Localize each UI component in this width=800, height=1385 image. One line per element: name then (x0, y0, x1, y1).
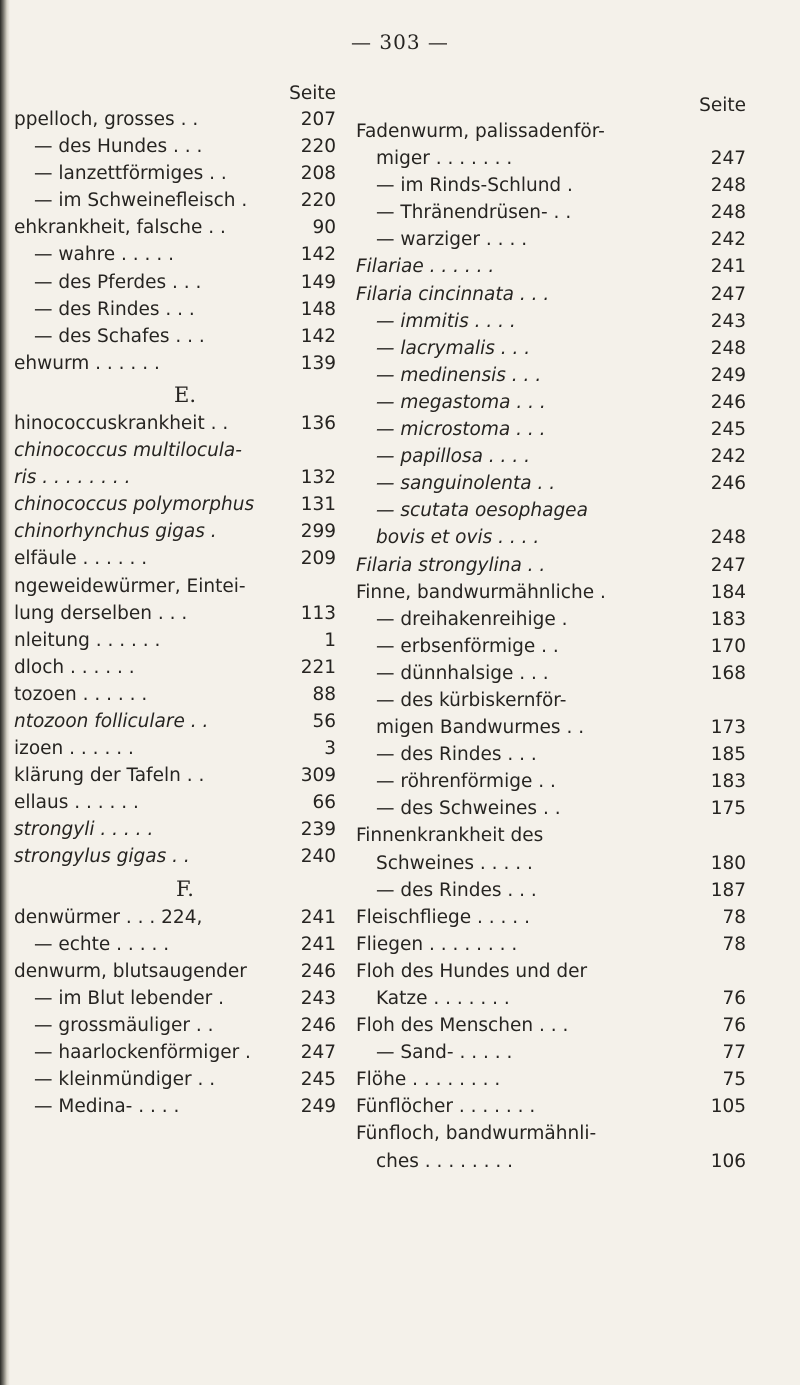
entry-page-number: 246 (297, 1012, 336, 1039)
index-column-left (14, 82, 336, 1120)
entry-page-number: 142 (297, 241, 336, 268)
index-entry (14, 410, 336, 437)
index-entry (356, 524, 746, 551)
index-entry (356, 795, 746, 822)
index-entry (356, 904, 746, 931)
entry-term: — megastoma . . . (376, 391, 546, 413)
index-entry (14, 600, 336, 627)
entry-term: hinococcuskrankheit . . (14, 412, 229, 434)
index-entry (356, 470, 746, 497)
entry-term: lung derselben . . . (14, 602, 188, 624)
index-entry (356, 958, 746, 985)
index-entry (356, 822, 746, 849)
entry-term: chinorhynchus gigas . (14, 521, 217, 543)
index-entry (14, 1093, 336, 1120)
entry-page-number: 76 (718, 1012, 746, 1039)
entry-page-number: 78 (718, 931, 746, 958)
index-entry (356, 497, 746, 524)
index-entry (356, 118, 746, 145)
entry-page-number: 209 (297, 545, 336, 572)
entry-term: Fünfloch, bandwurmähnli- (356, 1123, 597, 1145)
index-entry (356, 1093, 746, 1120)
section-letter: E. (173, 382, 196, 407)
index-entry (14, 985, 336, 1012)
entry-page-number: 149 (297, 269, 336, 296)
entry-page-number: 207 (297, 106, 336, 133)
entry-page-number: 248 (707, 524, 746, 551)
index-entry (14, 1066, 336, 1093)
index-entry (14, 160, 336, 187)
entry-page-number: 173 (707, 714, 746, 741)
entry-term: tozoen . . . . . . (14, 683, 148, 705)
index-entry (356, 931, 746, 958)
index-entry (14, 545, 336, 572)
entry-term: Fliegen . . . . . . . . (356, 933, 518, 955)
entry-page-number: 247 (707, 281, 746, 308)
entry-term: — haarlockenförmiger . (34, 1042, 251, 1063)
entry-term: ehkrankheit, falsche . . (14, 217, 226, 239)
index-entry (356, 877, 746, 904)
index-entry (356, 660, 746, 687)
entry-term: — des Rindes . . . (376, 879, 537, 901)
entry-page-number: 241 (297, 904, 336, 931)
entry-page-number: 221 (297, 654, 336, 681)
index-entry (356, 199, 746, 226)
index-entry (356, 1120, 746, 1147)
entry-term: — im Rinds-Schlund . (376, 175, 573, 197)
entry-term: — des kürbiskernför- (376, 689, 567, 711)
index-entry (356, 389, 746, 416)
index-entry (356, 145, 746, 172)
index-entry (14, 214, 336, 241)
entry-term: — sanguinolenta . . (376, 473, 556, 495)
entry-page-number: 106 (707, 1148, 746, 1175)
entry-term: Katze . . . . . . . (376, 988, 510, 1009)
entry-page-number: 299 (297, 518, 336, 545)
entry-term: Flöhe . . . . . . . . (356, 1069, 501, 1091)
page-number: — 303 — (351, 30, 449, 54)
entry-term: izoen . . . . . . (14, 738, 134, 760)
entry-term: bovis et ovis . . . . (376, 527, 540, 549)
entry-term: — dreihakenreihige . (376, 608, 568, 630)
entry-term: — Thränendrüsen- . . (376, 202, 572, 224)
entry-page-number: 113 (297, 600, 336, 627)
entry-term: Floh des Menschen . . . (356, 1015, 569, 1037)
entry-page-number: 3 (320, 735, 336, 762)
index-entry (14, 735, 336, 762)
entry-term: — Sand- . . . . . (376, 1042, 513, 1064)
entry-term: — des Rindes . . . (376, 744, 537, 766)
entry-page-number: 184 (707, 579, 746, 606)
index-column-right (356, 82, 746, 1175)
index-entry (356, 335, 746, 362)
entry-term: denwürmer . . . 224, (14, 906, 203, 928)
entry-page-number: 77 (718, 1039, 746, 1066)
entry-page-number: 168 (707, 660, 746, 687)
entry-term: strongylus gigas . . (14, 846, 190, 868)
index-entry (14, 133, 336, 160)
entry-term: — erbsenförmige . . (376, 635, 559, 657)
entry-term: — im Schweinefleisch . (34, 190, 248, 212)
index-entry (356, 633, 746, 660)
entry-term: Fünflöcher . . . . . . . (356, 1096, 536, 1118)
index-entry (14, 491, 336, 518)
entry-term: — kleinmündiger . . (34, 1069, 216, 1091)
entry-page-number: 208 (297, 160, 336, 187)
index-entry (14, 627, 336, 654)
entry-term: Filariae . . . . . . (356, 256, 495, 278)
entry-term: — Medina- . . . . (34, 1096, 180, 1118)
entry-term: nleitung . . . . . . (14, 629, 161, 651)
entry-term: Finne, bandwurmähnliche . (356, 581, 606, 603)
entry-page-number: 243 (297, 985, 336, 1012)
entry-term: klärung der Tafeln . . (14, 765, 205, 787)
index-entry (356, 606, 746, 633)
index-entry (14, 816, 336, 843)
entry-page-number: 132 (297, 464, 336, 491)
entry-page-number: 142 (297, 323, 336, 350)
entry-page-number: 56 (308, 708, 336, 735)
entry-term: ellaus . . . . . . (14, 792, 139, 814)
entry-term: chinococcus polymorphus (14, 494, 255, 516)
entry-term: — des Rindes . . . (34, 298, 195, 320)
index-entry (356, 687, 746, 714)
index-entry (14, 296, 336, 323)
entry-term: strongyli . . . . . (14, 819, 154, 841)
index-entry (14, 106, 336, 133)
index-entry (356, 985, 746, 1012)
entry-term: — grossmäuliger . . (34, 1014, 214, 1036)
entry-term: denwurm, blutsaugender (14, 960, 247, 982)
entry-page-number: 239 (297, 816, 336, 843)
index-entry (14, 241, 336, 268)
entry-page-number: 246 (707, 470, 746, 497)
index-entry (356, 443, 746, 470)
index-entry (14, 464, 336, 491)
entry-term: Filaria cincinnata . . . (356, 283, 550, 305)
entry-page-number: 170 (707, 633, 746, 660)
index-entry (14, 323, 336, 350)
entry-page-number: 247 (707, 145, 746, 172)
entry-page-number: 248 (707, 335, 746, 362)
entry-term: dloch . . . . . . (14, 656, 135, 678)
entry-page-number: 148 (297, 296, 336, 323)
entry-term: Filaria strongylina . . (356, 554, 546, 576)
entry-page-number: 183 (707, 768, 746, 795)
index-entry (14, 573, 336, 600)
entry-term: — microstoma . . . (376, 419, 546, 441)
entry-page-number: 246 (707, 389, 746, 416)
entry-page-number: 247 (297, 1039, 336, 1066)
entry-page-number: 243 (707, 308, 746, 335)
entry-term: — röhrenförmige . . (376, 771, 556, 793)
entry-term: — lacrymalis . . . (376, 337, 531, 359)
index-entry (14, 1012, 336, 1039)
index-entry (356, 714, 746, 741)
index-entry (356, 226, 746, 253)
entry-page-number: 139 (297, 350, 336, 377)
entry-term: — des Schafes . . . (34, 325, 205, 347)
entry-term: — des Hundes . . . (34, 136, 203, 158)
entry-term: — des Schweines . . (376, 798, 561, 820)
index-entry (14, 350, 336, 377)
entry-term: elfäule . . . . . . (14, 548, 148, 570)
entry-term: — immitis . . . . (376, 310, 516, 332)
entry-page-number: 175 (707, 795, 746, 822)
index-entry (14, 904, 336, 931)
entry-term: Floh des Hundes und der (356, 960, 588, 982)
entry-term: ntozoon folliculare . . (14, 710, 209, 732)
entry-page-number: 241 (297, 931, 336, 958)
entry-page-number: 90 (308, 214, 336, 241)
index-entry (14, 789, 336, 816)
entry-page-number: 220 (297, 133, 336, 160)
index-entry (356, 579, 746, 606)
entry-term: ehwurm . . . . . . (14, 352, 160, 374)
entry-page-number: 66 (308, 789, 336, 816)
entry-term: — warziger . . . . (376, 229, 528, 251)
index-entry (356, 850, 746, 877)
index-entry (14, 762, 336, 789)
column-header-seite: Seite (699, 95, 746, 116)
entry-page-number: 247 (707, 552, 746, 579)
entry-term: Fleischfliege . . . . . (356, 906, 530, 928)
page-binding-edge (0, 0, 10, 1385)
entry-term: ppelloch, grosses . . (14, 109, 199, 130)
entry-term: — lanzettförmiges . . (34, 163, 227, 185)
entry-term: — wahre . . . . . (34, 244, 174, 266)
index-entry (356, 362, 746, 389)
index-entry (356, 281, 746, 308)
entry-page-number: 180 (707, 850, 746, 877)
entry-term: — im Blut lebender . (34, 987, 224, 1009)
entry-term: — medinensis . . . (376, 364, 542, 386)
entry-page-number: 241 (707, 253, 746, 280)
index-entry (356, 308, 746, 335)
entry-page-number: 76 (718, 985, 746, 1012)
entry-page-number: 242 (707, 226, 746, 253)
index-entry (356, 172, 746, 199)
index-entry (356, 741, 746, 768)
entry-page-number: 185 (707, 741, 746, 768)
entry-page-number: 183 (707, 606, 746, 633)
entry-page-number: 1 (320, 627, 336, 654)
entry-term: chinococcus multilocula- (14, 440, 242, 462)
entry-page-number: 240 (297, 843, 336, 870)
index-entry (14, 1039, 336, 1066)
index-entry (14, 269, 336, 296)
entry-term: Schweines . . . . . (376, 852, 533, 874)
entry-page-number: 78 (718, 904, 746, 931)
entry-page-number: 245 (707, 416, 746, 443)
entry-page-number: 248 (707, 172, 746, 199)
index-entry (14, 843, 336, 870)
entry-page-number: 187 (707, 877, 746, 904)
index-entry (14, 681, 336, 708)
entry-term: — dünnhalsige . . . (376, 662, 549, 684)
entry-term: — papillosa . . . . (376, 446, 530, 468)
index-entry (356, 1066, 746, 1093)
index-entry (356, 1012, 746, 1039)
entry-term: migen Bandwurmes . . (376, 717, 585, 739)
section-letter: F. (176, 876, 194, 901)
column-header-seite: Seite (289, 83, 336, 104)
entry-page-number: 242 (707, 443, 746, 470)
index-entry (14, 708, 336, 735)
index-entry (14, 654, 336, 681)
entry-page-number: 75 (718, 1066, 746, 1093)
index-entry (14, 437, 336, 464)
entry-term: — des Pferdes . . . (34, 271, 202, 293)
entry-page-number: 309 (297, 762, 336, 789)
index-entry (356, 552, 746, 579)
index-entry (14, 958, 336, 985)
index-entry (356, 253, 746, 280)
entry-term: ches . . . . . . . . (376, 1150, 514, 1172)
entry-term: ris . . . . . . . . (14, 467, 131, 489)
index-entry (14, 187, 336, 214)
entry-page-number: 131 (297, 491, 336, 518)
entry-page-number: 249 (707, 362, 746, 389)
index-entry (14, 931, 336, 958)
index-entry (356, 768, 746, 795)
entry-page-number: 220 (297, 187, 336, 214)
index-entry (356, 416, 746, 443)
entry-page-number: 249 (297, 1093, 336, 1120)
index-entry (14, 518, 336, 545)
entry-page-number: 105 (707, 1093, 746, 1120)
index-entry (356, 1148, 746, 1175)
entry-page-number: 136 (297, 410, 336, 437)
entry-page-number: 248 (707, 199, 746, 226)
entry-page-number: 245 (297, 1066, 336, 1093)
entry-term: ngeweidewürmer, Eintei- (14, 575, 246, 597)
entry-term: Finnenkrankheit des (356, 825, 544, 847)
entry-term: — echte . . . . . (34, 933, 170, 955)
entry-page-number: 246 (297, 958, 336, 985)
entry-term: — scutata oesophagea (376, 500, 588, 522)
index-entry (356, 1039, 746, 1066)
entry-page-number: 88 (308, 681, 336, 708)
entry-term: miger . . . . . . . (376, 148, 513, 170)
entry-term: Fadenwurm, palissadenför- (356, 121, 605, 142)
